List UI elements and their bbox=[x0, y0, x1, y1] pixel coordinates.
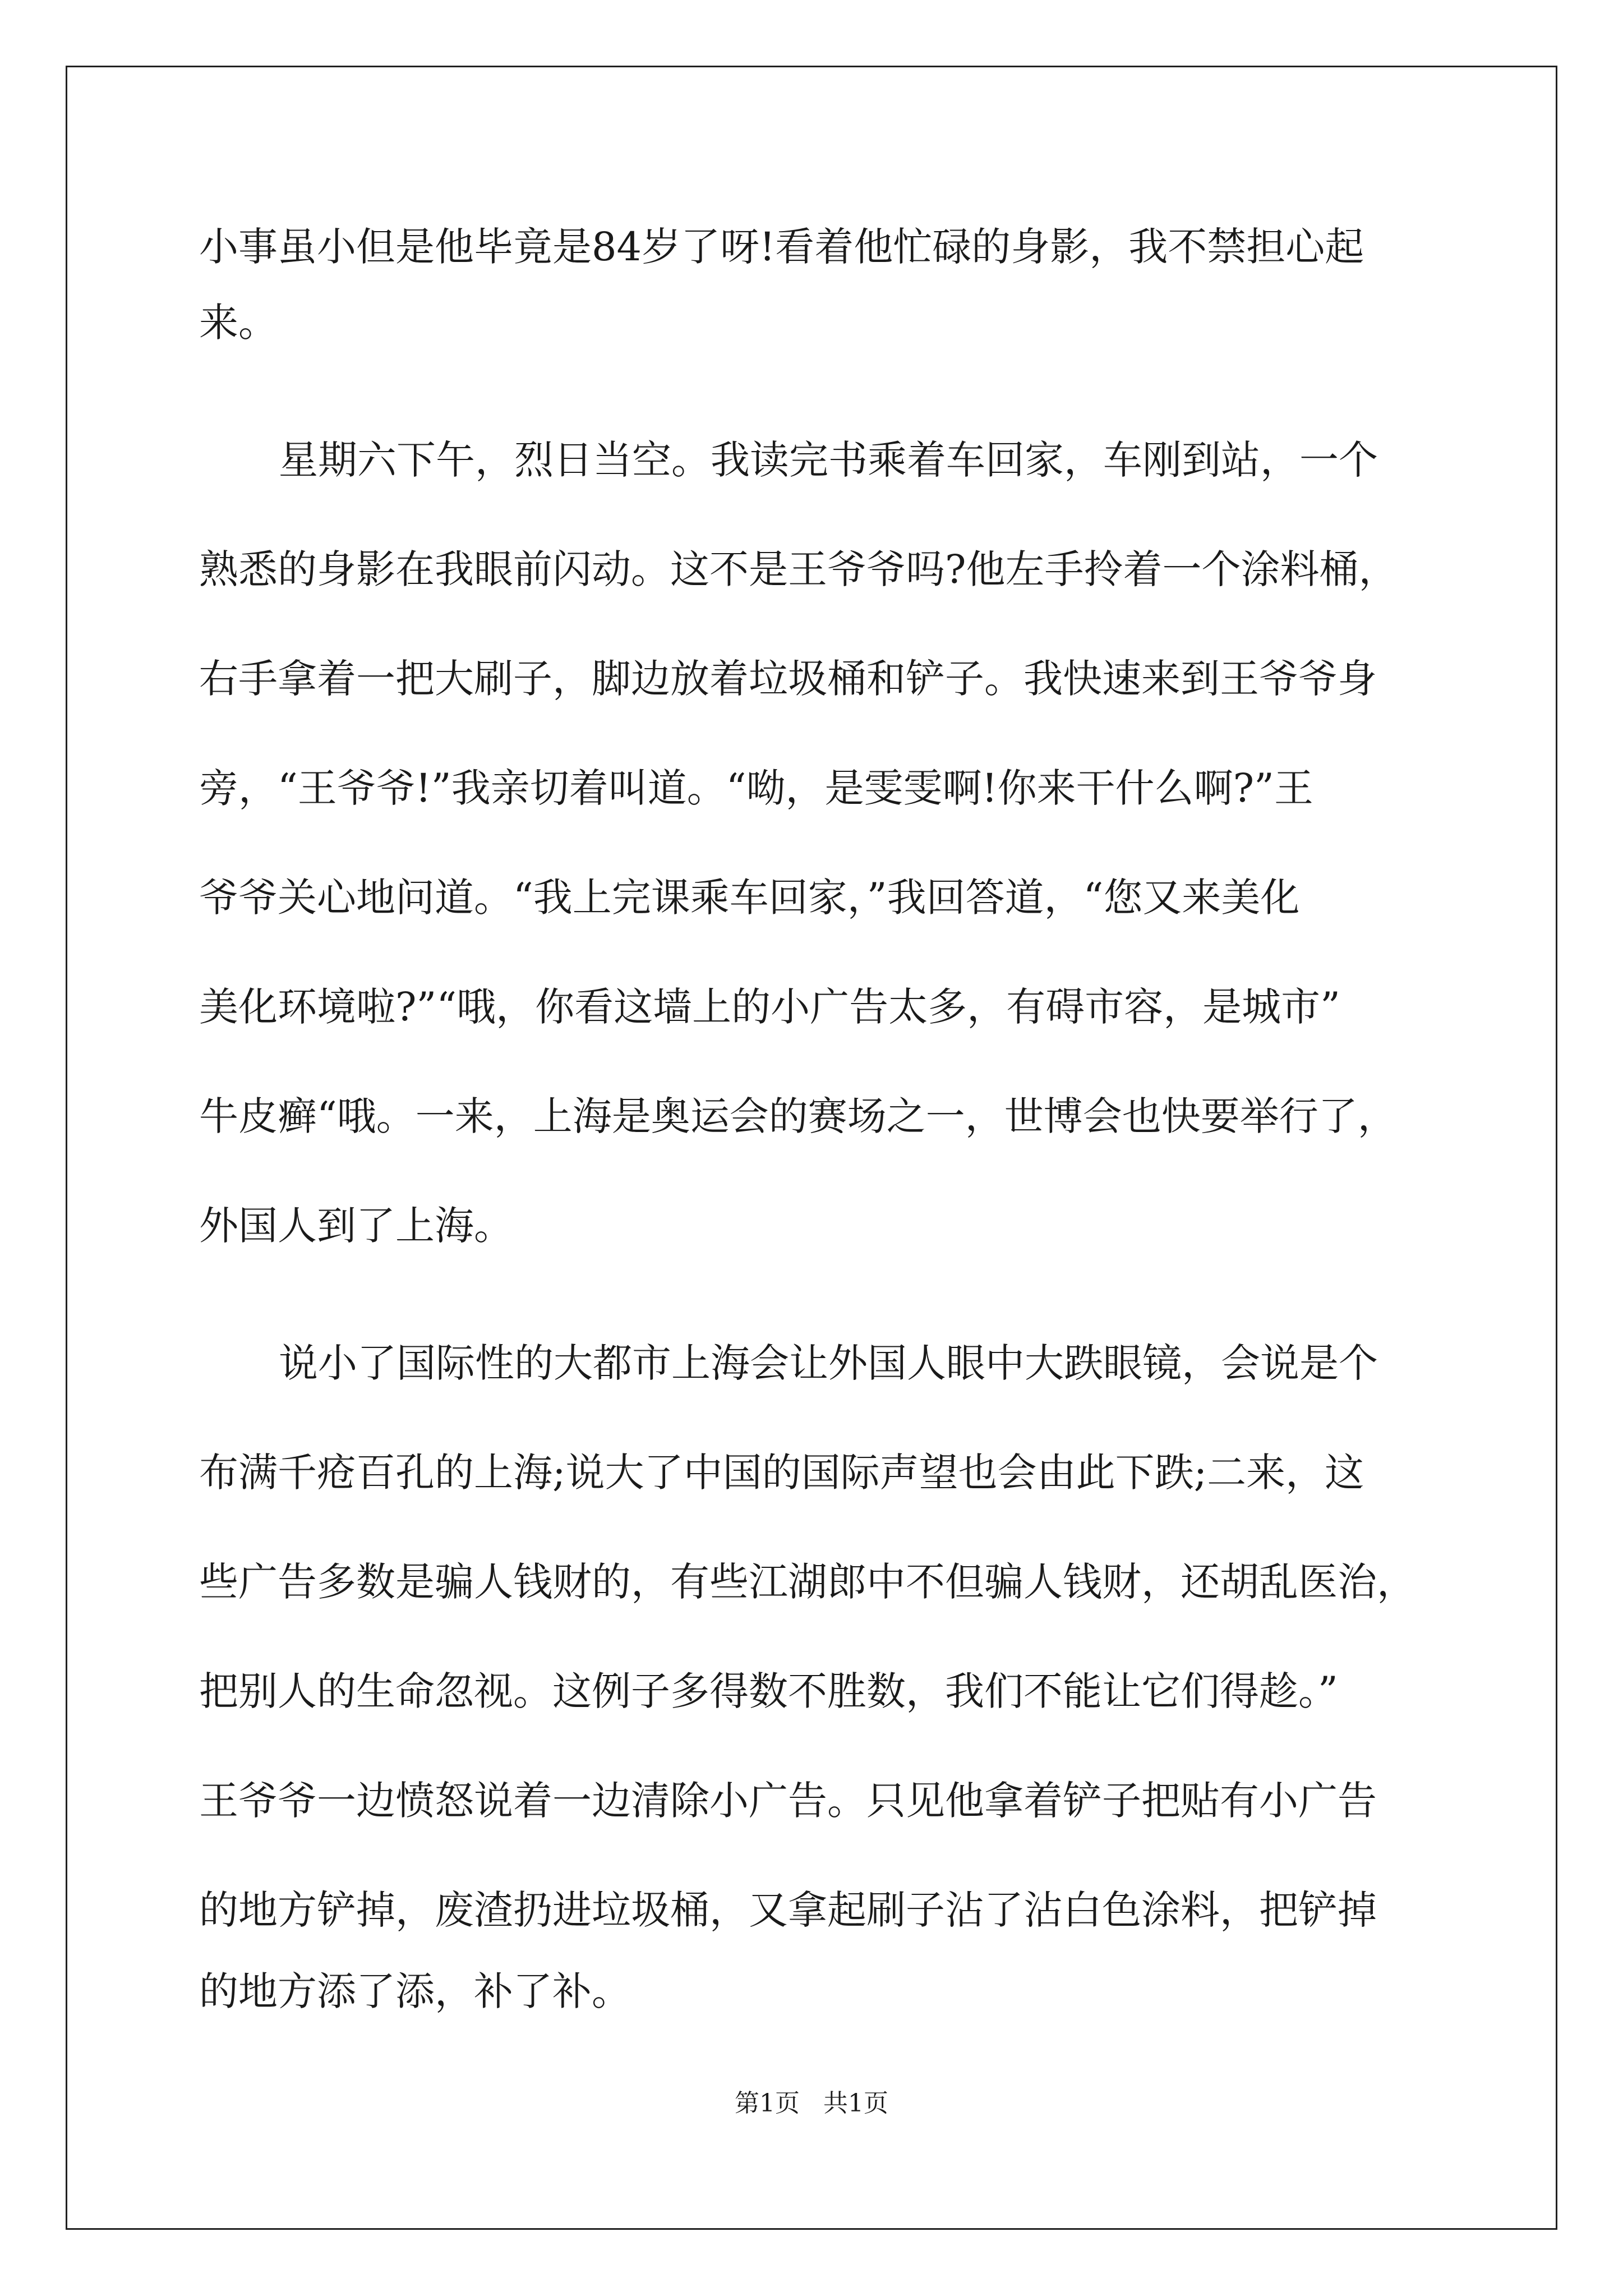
page-number: 第1页 共1页 bbox=[735, 2089, 888, 2118]
text-line: 外国人到了上海。 bbox=[199, 1203, 513, 1249]
text-line: 些广告多数是骗人钱财的，有些江湖郎中不但骗人钱财，还胡乱医治， bbox=[199, 1559, 1416, 1605]
text-line: 熟悉的身影在我眼前闪动。这不是王爷爷吗?他左手拎着一个涂料桶， bbox=[199, 546, 1398, 592]
text-line: 牛皮癣“哦。一来，上海是奥运会的赛场之一，世博会也快要举行了， bbox=[199, 1093, 1397, 1139]
text-line: 布满千疮百孔的上海;说大了中国的国际声望也会由此下跌;二来，这 bbox=[199, 1450, 1364, 1496]
text-line: 的地方铲掉，废渣扔进垃圾桶，又拿起刷子沾了沾白色涂料，把铲掉 bbox=[199, 1887, 1377, 1933]
text-line: 旁，“王爷爷!”我亲切着叫道。“呦，是雯雯啊!你来干什么啊?”王 bbox=[199, 765, 1313, 811]
text-line: 来。 bbox=[199, 300, 278, 346]
text-line: 右手拿着一把大刷子，脚边放着垃圾桶和铲子。我快速来到王爷爷身 bbox=[199, 656, 1377, 702]
text-line: 王爷爷一边愤怒说着一边清除小广告。只见他拿着铲子把贴有小广告 bbox=[199, 1778, 1377, 1824]
text-line: 说小了国际性的大都市上海会让外国人眼中大跌眼镜，会说是个 bbox=[279, 1340, 1378, 1386]
text-line: 小事虽小但是他毕竟是84岁了呀!看着他忙碌的身影，我不禁担心起 bbox=[199, 224, 1364, 270]
text-line: 美化环境啦?”“哦，你看这墙上的小广告太多，有碍市容，是城市” bbox=[199, 984, 1340, 1030]
text-line: 的地方添了添，补了补。 bbox=[199, 1968, 631, 2014]
text-line: 把别人的生命忽视。这例子多得数不胜数，我们不能让它们得趁。” bbox=[199, 1668, 1338, 1714]
text-line: 星期六下午，烈日当空。我读完书乘着车回家，车刚到站，一个 bbox=[279, 437, 1378, 483]
text-line: 爷爷关心地问道。“我上完课乘车回家，”我回答道，“您又来美化 bbox=[199, 875, 1300, 921]
